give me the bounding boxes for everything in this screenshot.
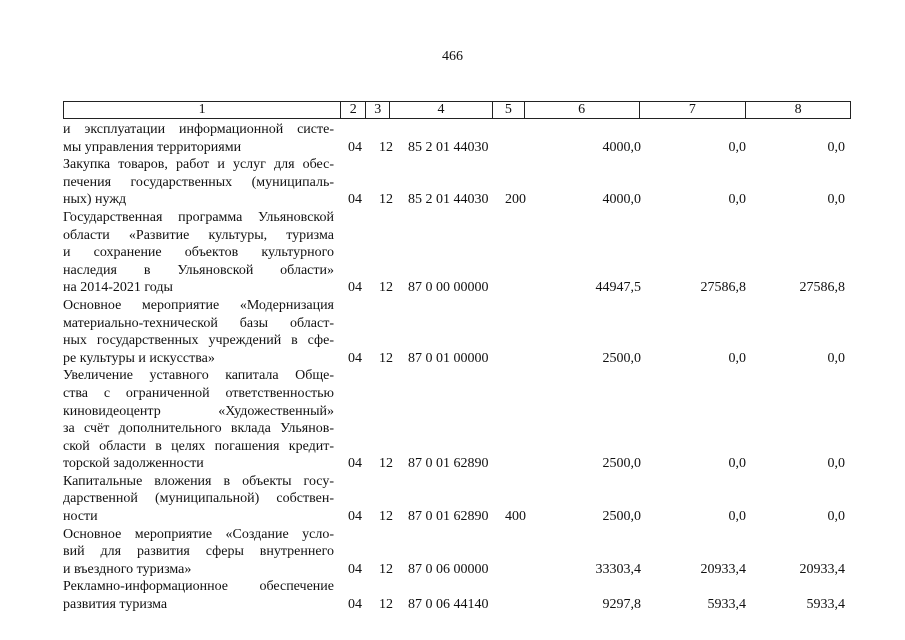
cell-target-code: 87 0 06 44140 bbox=[408, 597, 489, 613]
description-line: ства с ограниченной ответственностью bbox=[63, 385, 334, 401]
row-values bbox=[63, 561, 853, 579]
cell-amount-col8: 0,0 bbox=[827, 350, 845, 366]
description-line: ности bbox=[63, 509, 98, 525]
cell-subsection: 12 bbox=[379, 192, 393, 208]
cell-amount-col6: 44947,5 bbox=[595, 280, 641, 296]
cell-amount-col7: 27586,8 bbox=[700, 280, 746, 296]
cell-target-code: 85 2 01 44030 bbox=[408, 139, 489, 155]
cell-amount-col7: 0,0 bbox=[728, 139, 746, 155]
cell-target-code: 87 0 01 62890 bbox=[408, 509, 489, 525]
cell-section: 04 bbox=[348, 456, 362, 472]
row-values bbox=[63, 455, 853, 473]
cell-amount-col8: 5933,4 bbox=[806, 597, 845, 613]
row-values bbox=[63, 279, 853, 297]
cell-amount-col6: 2500,0 bbox=[602, 509, 641, 525]
cell-section: 04 bbox=[348, 509, 362, 525]
cell-amount-col6: 4000,0 bbox=[602, 192, 641, 208]
table-row bbox=[63, 526, 853, 579]
cell-amount-col8: 0,0 bbox=[827, 139, 845, 155]
header-col-1: 1 bbox=[64, 102, 341, 118]
cell-target-code: 87 0 00 00000 bbox=[408, 280, 489, 296]
header-col-7: 7 bbox=[640, 102, 747, 118]
cell-section: 04 bbox=[348, 139, 362, 155]
description-line: ре культуры и искусства» bbox=[63, 350, 215, 366]
cell-subsection: 12 bbox=[379, 561, 393, 577]
table-row bbox=[63, 473, 853, 526]
cell-amount-col6: 2500,0 bbox=[602, 350, 641, 366]
description-line: мы управления территориями bbox=[63, 139, 242, 155]
description-line: области «Развитие культуры, туризма bbox=[63, 227, 334, 243]
cell-amount-col7: 20933,4 bbox=[700, 561, 746, 577]
cell-expense-type: 400 bbox=[505, 509, 526, 525]
description-line: Государственная программа Ульяновской bbox=[63, 209, 334, 225]
description-line: дарственной (муниципальной) собствен- bbox=[63, 491, 334, 507]
description-line: Рекламно-информационное обеспечение bbox=[63, 579, 334, 595]
description-line: печения государственных (муниципаль- bbox=[63, 174, 334, 190]
description-line: развития туризма bbox=[63, 597, 168, 613]
header-col-8: 8 bbox=[794, 102, 802, 117]
cell-amount-col8: 0,0 bbox=[827, 509, 845, 525]
description-line: и въездного туризма» bbox=[63, 561, 192, 577]
cell-target-code: 87 0 01 00000 bbox=[408, 350, 489, 366]
description-line: торской задолженности bbox=[63, 456, 204, 472]
header-col-5: 5 bbox=[493, 102, 525, 118]
cell-subsection: 12 bbox=[379, 509, 393, 525]
description-line: Увеличение уставного капитала Обще- bbox=[63, 368, 334, 384]
cell-amount-col7: 0,0 bbox=[728, 456, 746, 472]
cell-amount-col6: 33303,4 bbox=[595, 561, 641, 577]
description-line: на 2014-2021 годы bbox=[63, 280, 173, 296]
cell-amount-col8: 0,0 bbox=[827, 192, 845, 208]
cell-amount-col7: 0,0 bbox=[728, 350, 746, 366]
description-line: Основное мероприятие «Создание усло- bbox=[63, 526, 334, 542]
row-values bbox=[63, 350, 853, 368]
description-line: и эксплуатации информационной систе- bbox=[63, 122, 334, 137]
table-header bbox=[63, 101, 851, 119]
table-body bbox=[63, 121, 853, 614]
table-row bbox=[63, 367, 853, 473]
cell-target-code: 87 0 06 00000 bbox=[408, 561, 489, 577]
cell-amount-col7: 0,0 bbox=[728, 192, 746, 208]
cell-amount-col6: 4000,0 bbox=[602, 139, 641, 155]
cell-section: 04 bbox=[348, 561, 362, 577]
cell-amount-col8: 0,0 bbox=[827, 456, 845, 472]
cell-subsection: 12 bbox=[379, 350, 393, 366]
description-line: Капитальные вложения в объекты госу- bbox=[63, 473, 334, 489]
cell-section: 04 bbox=[348, 280, 362, 296]
cell-amount-col8: 20933,4 bbox=[799, 561, 845, 577]
cell-amount-col6: 9297,8 bbox=[602, 597, 641, 613]
description-line: и сохранение объектов культурного bbox=[63, 245, 334, 261]
row-values bbox=[63, 191, 853, 209]
page-number: 466 bbox=[442, 49, 463, 64]
cell-amount-col7: 0,0 bbox=[728, 509, 746, 525]
description-line: материально-технической базы област- bbox=[63, 315, 334, 331]
description-line: за счёт дополнительного вклада Ульянов- bbox=[63, 421, 334, 437]
cell-amount-col7: 5933,4 bbox=[707, 597, 746, 613]
cell-target-code: 85 2 01 44030 bbox=[408, 192, 489, 208]
cell-subsection: 12 bbox=[379, 139, 393, 155]
cell-amount-col6: 2500,0 bbox=[602, 456, 641, 472]
header-col-3: 3 bbox=[366, 102, 390, 118]
cell-subsection: 12 bbox=[379, 456, 393, 472]
cell-section: 04 bbox=[348, 597, 362, 613]
table-row bbox=[63, 297, 853, 367]
cell-target-code: 87 0 01 62890 bbox=[408, 456, 489, 472]
header-col-4: 4 bbox=[390, 102, 493, 118]
description-line: ской области в целях погашения кредит- bbox=[63, 438, 334, 454]
cell-expense-type: 200 bbox=[505, 192, 526, 208]
cell-subsection: 12 bbox=[379, 280, 393, 296]
cell-section: 04 bbox=[348, 192, 362, 208]
cell-section: 04 bbox=[348, 350, 362, 366]
row-values bbox=[63, 139, 853, 157]
description-line: вий для развития сферы внутреннего bbox=[63, 544, 334, 560]
table-row bbox=[63, 156, 853, 209]
table-row bbox=[63, 121, 853, 156]
description-line: Основное мероприятие «Модернизация bbox=[63, 297, 334, 313]
row-values bbox=[63, 508, 853, 526]
description-line: наследия в Ульяновской области» bbox=[63, 262, 334, 278]
cell-subsection: 12 bbox=[379, 597, 393, 613]
description-line: ных) нужд bbox=[63, 192, 127, 208]
description-line: Закупка товаров, работ и услуг для обес- bbox=[63, 157, 334, 173]
table-row bbox=[63, 578, 853, 613]
header-col-2: 2 bbox=[341, 102, 366, 118]
cell-amount-col8: 27586,8 bbox=[799, 280, 845, 296]
description-line: ных государственных учреждений в сфе- bbox=[63, 333, 334, 349]
table-row bbox=[63, 209, 853, 297]
row-values bbox=[63, 596, 853, 614]
description-line: киновидеоцентр «Художественный» bbox=[63, 403, 334, 419]
header-col-6: 6 bbox=[525, 102, 640, 118]
